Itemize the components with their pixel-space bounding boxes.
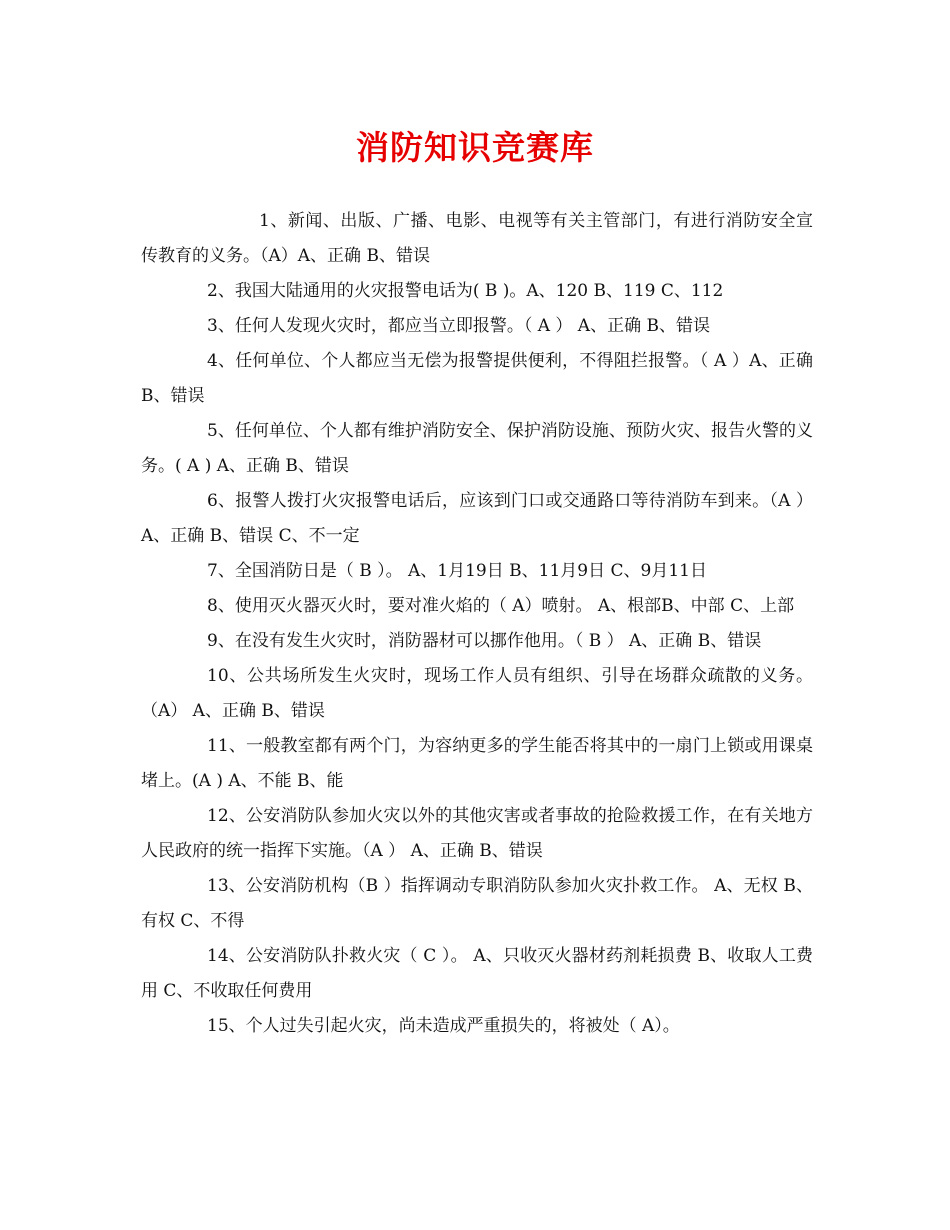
- question-item: 3、任何人发现火灾时，都应当立即报警。（ A ） A、正确 B、错误: [207, 316, 710, 336]
- question-item: 5、任何单位、个人都有维护消防安全、保护消防设施、预防火灾、报告火警的义务。( A ) A、正确 B、错误: [141, 421, 813, 476]
- question-item: 15、个人过失引起火灾，尚未造成严重损失的，将被处（ A）。: [207, 1016, 680, 1036]
- question-item: 11、一般教室都有两个门，为容纳更多的学生能否将其中的一扇门上锁或用课桌堵上。(A ) A、不能 B、能: [141, 736, 813, 791]
- question-item: 7、全国消防日是（ B ）。 A、1月19日 B、11月9日 C、9月11日: [207, 561, 707, 581]
- question-item: 13、公安消防机构（B ）指挥调动专职消防队参加火灾扑救工作。 A、无权 B、有权 C、不得: [141, 876, 813, 931]
- question-item: 8、使用灭火器灭火时，要对准火焰的（ A）喷射。 A、根部B、中部 C、上部: [207, 596, 795, 616]
- question-item: 10、公共场所发生火灾时，现场工作人员有组织、引导在场群众疏散的义务。（A） A、正确 B、错误: [141, 666, 813, 721]
- question-item: 14、公安消防队扑救火灾（ C ）。 A、只收灭火器材药剂耗损费 B、收取人工费用 C、不收取任何费用: [141, 946, 813, 1001]
- question-item: 4、任何单位、个人都应当无偿为报警提供便利，不得阻拦报警。（ A ）A、正确 B、错误: [141, 351, 813, 406]
- document-title: 消防知识竞赛库: [356, 128, 594, 167]
- question-item: 12、公安消防队参加火灾以外的其他灾害或者事故的抢险救援工作，在有关地方人民政府的统一指挥下实施。（A ） A、正确 B、错误: [141, 806, 813, 861]
- question-item: 6、报警人拨打火灾报警电话后，应该到门口或交通路口等待消防车到来。（A ）A、正确 B、错误 C、不一定: [141, 491, 813, 546]
- question-list: [141, 204, 813, 1044]
- question-item: 9、在没有发生火灾时，消防器材可以挪作他用。（ B ） A、正确 B、错误: [207, 631, 762, 651]
- question-item: 1、新闻、出版、广播、电影、电视等有关主管部门，有进行消防安全宣传教育的义务。（A）A、正确 B、错误: [141, 211, 813, 266]
- question-item: 2、我国大陆通用的火灾报警电话为( B )。A、120 B、119 C、112: [207, 281, 724, 301]
